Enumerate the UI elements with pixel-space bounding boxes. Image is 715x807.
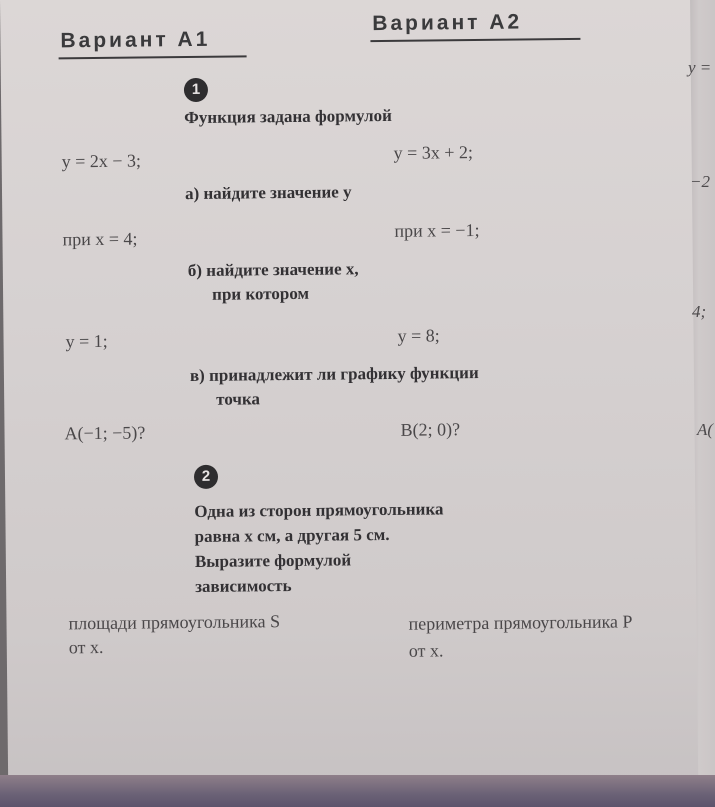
- task-1-part-c-line2: точка: [216, 389, 261, 409]
- a1-y-value: y = 1;: [65, 330, 108, 352]
- next-page-fragment: y =: [688, 58, 712, 77]
- task-1-part-c-line1: в) принадлежит ли графику функции: [189, 363, 479, 386]
- task-1-number: 1: [184, 78, 208, 102]
- next-page-fragment: A(: [697, 420, 714, 439]
- a1-x-value: при x = 4;: [62, 228, 138, 250]
- variant-a2-underline: [370, 38, 580, 42]
- task-2-line1: Одна из сторон прямоугольника: [194, 499, 444, 521]
- task-2-line2: равна x см, а другая 5 см.: [194, 524, 390, 546]
- a1-dependency-line2: от x.: [68, 636, 104, 658]
- a2-formula: y = 3x + 2;: [393, 142, 474, 163]
- next-page-fragment: −2: [690, 172, 710, 191]
- next-page-fragment: 4;: [692, 302, 707, 321]
- a2-y-value: y = 8;: [397, 325, 440, 346]
- task-2-line3: Выразите формулой: [194, 550, 352, 571]
- variant-a1-underline: [59, 55, 247, 59]
- task-1-part-a: а) найдите значение y: [184, 182, 352, 204]
- surface-below: [0, 775, 715, 807]
- variant-a2-title: Вариант А2: [372, 10, 523, 36]
- variant-a1-title: Вариант А1: [60, 27, 211, 53]
- a1-dependency-line1: площади прямоугольника S: [68, 611, 281, 634]
- a1-point: A(−1; −5)?: [64, 422, 146, 444]
- a2-x-value: при x = −1;: [394, 219, 480, 241]
- task-2-number: 2: [194, 465, 218, 489]
- task-1-part-b-line1: б) найдите значение x,: [187, 259, 359, 281]
- a2-dependency-line1: периметра прямоугольника P: [408, 611, 633, 634]
- a2-point: B(2; 0)?: [400, 419, 461, 440]
- task-2-line4: зависимость: [195, 575, 292, 596]
- task-1-part-b-line2: при котором: [211, 283, 310, 304]
- a1-formula: y = 2x − 3;: [61, 150, 142, 172]
- a2-dependency-line2: от x.: [408, 640, 444, 661]
- task-1-heading: Функция задана формулой: [184, 105, 392, 128]
